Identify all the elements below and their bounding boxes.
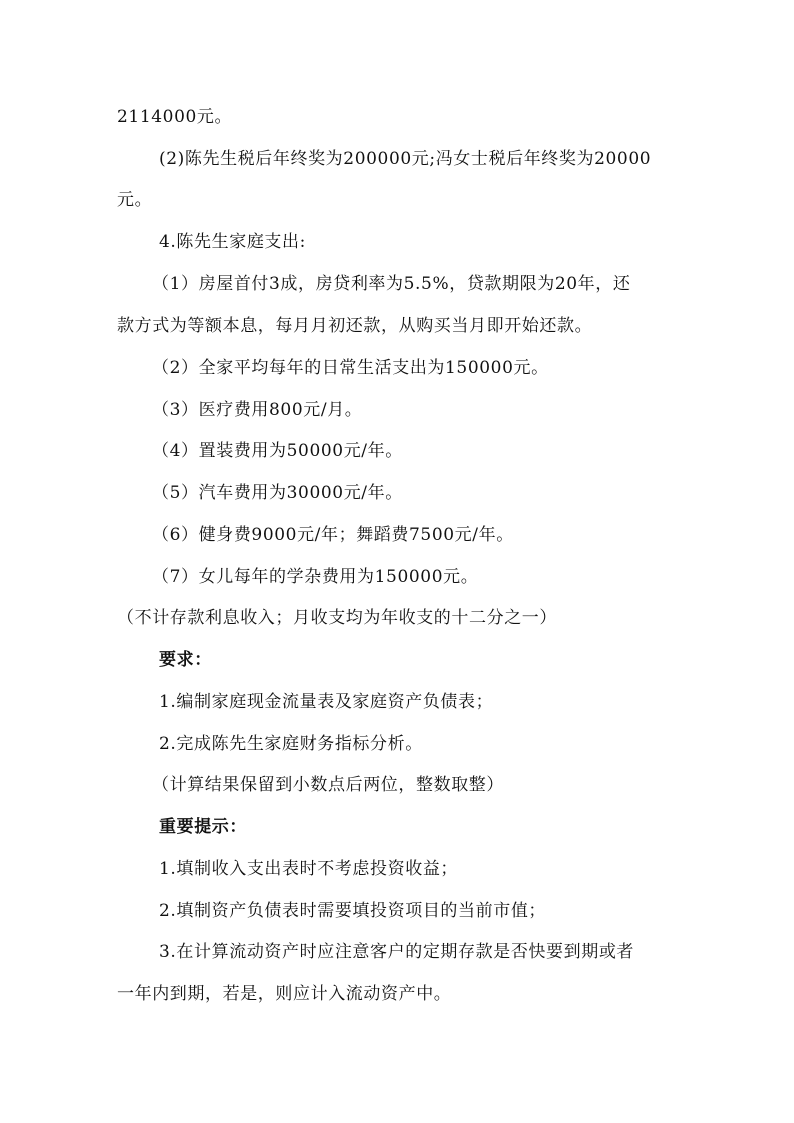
expense-item-2: （2）全家平均每年的日常生活支出为150000元。 bbox=[152, 358, 549, 378]
tips-heading: 重要提示： bbox=[159, 817, 247, 837]
income-total-line-end: 2114000元。 bbox=[117, 107, 233, 127]
requirements-heading: 要求： bbox=[159, 650, 212, 670]
expense-item-1: （1）房屋首付3成，房贷利率为5.5%，贷款期限为20年，还 bbox=[152, 274, 631, 294]
expense-item-6: （6）健身费9000元/年；舞蹈费7500元/年。 bbox=[152, 525, 514, 545]
expense-item-5: （5）汽车费用为30000元/年。 bbox=[152, 483, 403, 503]
bonus-line-end: 元。 bbox=[117, 190, 153, 210]
expense-item-1-cont: 款方式为等额本息，每月月初还款，从购买当月即开始还款。 bbox=[117, 316, 593, 336]
expense-item-3: （3）医疗费用800元/月。 bbox=[152, 400, 363, 420]
calc-note: （计算结果保留到小数点后两位，整数取整） bbox=[152, 775, 504, 795]
tip-3: 3.在计算流动资产时应注意客户的定期存款是否快要到期或者 bbox=[159, 942, 635, 962]
expense-item-7: （7）女儿每年的学杂费用为150000元。 bbox=[152, 567, 479, 587]
requirement-1: 1.编制家庭现金流量表及家庭资产负债表； bbox=[159, 692, 494, 712]
tip-1: 1.填制收入支出表时不考虑投资收益； bbox=[159, 859, 459, 879]
requirement-2: 2.完成陈先生家庭财务指标分析。 bbox=[159, 734, 423, 754]
tip-3-cont: 一年内到期，若是，则应计入流动资产中。 bbox=[117, 984, 452, 1004]
expense-item-4: （4）置装费用为50000元/年。 bbox=[152, 441, 403, 461]
tip-2: 2.填制资产负债表时需要填投资项目的当前市值； bbox=[159, 901, 547, 921]
note-line: （不计存款利息收入；月收支均为年收支的十二分之一） bbox=[117, 608, 557, 628]
bonus-line: (2)陈先生税后年终奖为200000元;冯女士税后年终奖为20000 bbox=[159, 149, 652, 169]
expense-heading: 4.陈先生家庭支出: bbox=[159, 232, 306, 252]
